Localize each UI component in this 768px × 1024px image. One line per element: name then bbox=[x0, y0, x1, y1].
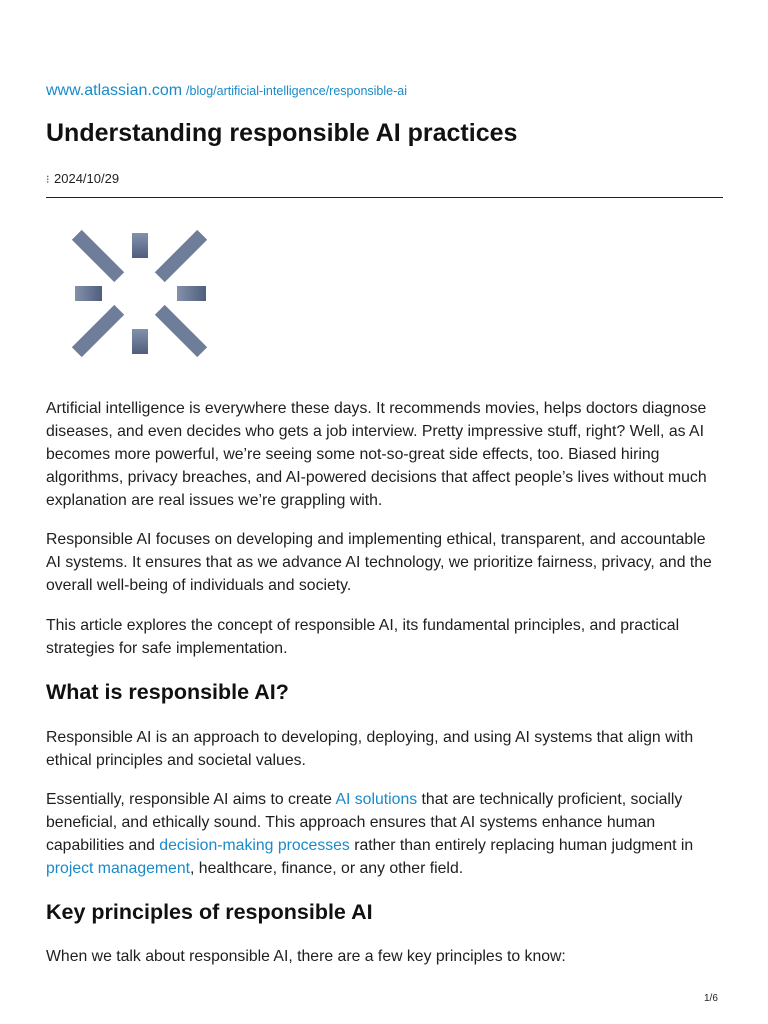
intro-paragraph-2: Responsible AI focuses on developing and implementing ethical, transparent, and accountable AI systems. It ensures that as we advance AI technology, we prioritize fairness, privacy, and the overall well-being of individuals and society. bbox=[46, 531, 712, 594]
page-number: 1/6 bbox=[704, 993, 718, 1004]
kebab-icon: ⁝ bbox=[46, 174, 50, 186]
responsible-ai-burst-icon bbox=[70, 228, 210, 360]
url-domain-link[interactable]: www.atlassian.com bbox=[46, 82, 183, 99]
section-heading-key-principles: Key principles of responsible AI bbox=[46, 900, 373, 924]
intro-paragraph-3: This article explores the concept of responsible AI, its fundamental principles, and practical strategies for safe implementation. bbox=[46, 617, 680, 657]
ai-solutions-link[interactable]: AI solutions bbox=[335, 791, 418, 808]
page-title: Understanding responsible AI practices bbox=[46, 119, 518, 147]
decision-making-processes-link[interactable]: decision-making processes bbox=[159, 837, 350, 854]
text-run: Essentially, responsible AI aims to create bbox=[46, 791, 336, 808]
intro-paragraph-1: Artificial intelligence is everywhere these days. It recommends movies, helps doctors diagnose diseases, and even decides who gets a job interview. Pretty impressive stuff, right? Well, as AI becomes more powerful, we’re seeing some not-so-great side effects, too. Biased hiring algorithms, privacy breaches, and AI-powered decisions that affect people’s lives without much explanation are real issues we’re grappling with. bbox=[46, 400, 707, 509]
source-url[interactable] bbox=[46, 82, 407, 100]
text-run: that are technically proficient, socially beneficial, and ethically sound. This approach ensures that AI systems enhance human capabilities and bbox=[46, 791, 683, 854]
header-divider bbox=[46, 197, 723, 198]
publish-meta bbox=[46, 171, 119, 186]
text-run: rather than entirely replacing human judgment in bbox=[349, 837, 694, 854]
section1-paragraph-1: Responsible AI is an approach to developing, deploying, and using AI systems that align with ethical principles and societal values. bbox=[46, 729, 694, 769]
section-heading-what-is: What is responsible AI? bbox=[46, 680, 289, 704]
section1-paragraph-2 bbox=[46, 788, 723, 880]
section2-paragraph-1: When we talk about responsible AI, there are a few key principles to know: bbox=[46, 948, 566, 965]
text-run: , healthcare, finance, or any other field. bbox=[190, 860, 464, 877]
url-path-link[interactable]: /blog/artificial-intelligence/responsible-ai bbox=[186, 84, 407, 98]
project-management-link[interactable]: project management bbox=[46, 860, 191, 877]
publish-date: 2024/10/29 bbox=[54, 171, 120, 186]
